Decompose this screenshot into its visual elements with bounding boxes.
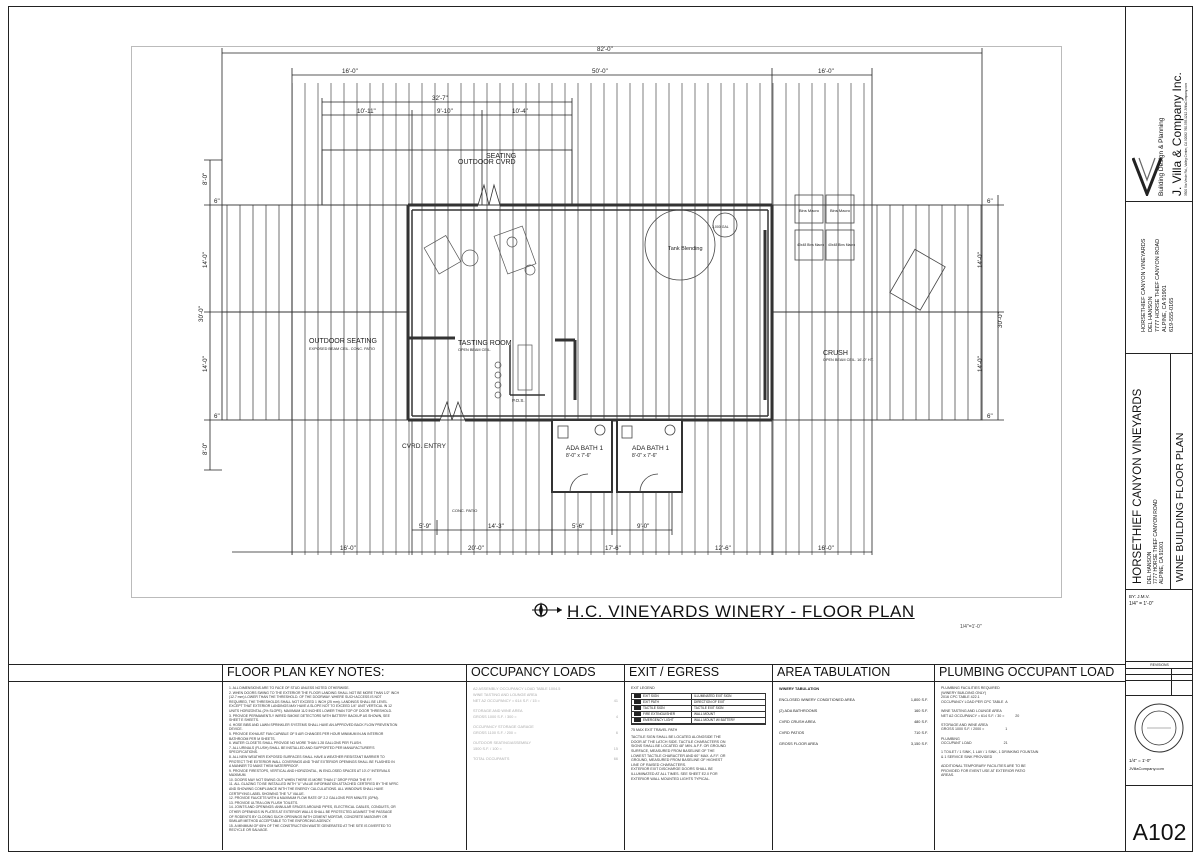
key-note-line: SIMILAR METHOD ACCEPTABLE TO THE ENFORCING AGENCY. (229, 819, 332, 824)
label-crush-sub: OPEN BEAM CEIL. 16'-0" HT. (823, 358, 874, 362)
occupancy-label: OCCUPANCY STORAGE GARAGE (473, 725, 534, 729)
scale-block (1126, 590, 1193, 662)
dim-left-4: 14'-0" (202, 356, 209, 372)
dim-right-5: 6" (987, 413, 993, 420)
project-line-2: DEL HANSON (1148, 296, 1154, 332)
dim-sub-a: 10'-11" (357, 108, 376, 115)
plumbing-line: PROVIDED FOR EVENT USE AT EXTERIOR PATIO (941, 768, 1026, 773)
dim-left-3: 30'-0" (198, 306, 205, 322)
key-note-line: 3. PROVIDE PERMANENTLY WIRED SMOKE DETECTORS WITH BATTERY BACKUP AS SHOWN, SEE (229, 713, 390, 718)
key-note-line: PROTECT THE EXTERIOR WALL COVERINGS AND THAT EXTERIOR OPENINGS SHALL BE FLASHED IN (229, 759, 395, 764)
egress-notes (631, 735, 766, 781)
area-value: 1,800 S.F. (910, 698, 928, 702)
area-header: AREA TABULATION (773, 664, 934, 682)
area-row (779, 730, 928, 736)
plumbing-line: OCCUPANCY LOAD PER CPC TABLE A (941, 699, 1008, 704)
dim-bot-c: 5'-6" (572, 523, 585, 530)
label-tasting-room-sub: OPEN BEAM CEIL. (458, 348, 492, 352)
egress-panel (624, 664, 772, 850)
egress-note-line: ILLUMINATED AT ALL TIMES. SEE SHEET E2.0 FOR (631, 771, 718, 776)
plumbing-line: 1 TOILET / 1 SINK, 1 LAV / 1 SINK, 1 DRINKING FOUNTAIN (941, 750, 1039, 755)
egress-note-line: LINE OF RAISED CHARACTERS. (631, 762, 687, 767)
occupancy-value: 4 (615, 715, 618, 719)
dim-right-1: 6" (987, 198, 993, 205)
key-note-line: 13. PROVIDE ULTRA LOW FLUSH TOILETS. (229, 800, 299, 805)
key-note-line: AND SHOWING COMPLIANCE WITH THE ENERGY CALCULATIONS. ALL WINDOWS SHALL HAVE (229, 787, 384, 792)
dim-top-left: 16'-0" (342, 68, 358, 75)
key-note-line: (12.7 mm) LOWER THAN THE THRESHOLD. OF THE DOORWAY. WHERE SUCH ACCESS IS NOT (229, 695, 382, 700)
key-note-line: RECYCLE OR SALVAGE. (229, 828, 269, 833)
plumbing-list (941, 686, 1119, 846)
dim-bot-a: 5'-9" (419, 523, 432, 530)
footer-site: JVillaCompany.com (1129, 766, 1164, 771)
legend-description: DIRECTION OF EXIT (691, 700, 765, 705)
label-outdoor-seating: OUTDOOR SEATING (309, 338, 377, 345)
dim-bot-d: 9'-0" (637, 523, 650, 530)
area-value: 3,150 S.F. (910, 742, 928, 746)
legend-symbol-icon (634, 718, 641, 722)
plumbing-line: OCCUPANT LOAD 21 (941, 741, 1008, 746)
key-notes-header: FLOOR PLAN KEY NOTES: (223, 664, 466, 682)
scale-label: BY: J.M.V. (1129, 594, 1150, 599)
label-bin-3: 40x48 Bins Macro (797, 243, 825, 247)
occupancy-value: 15 (613, 747, 618, 751)
key-note-line: REQUIRED, THE THRESHOLDS SHALL NOT EXCEED 1 INCH (25 mm). LANDINGS SHALL BE LEVEL (229, 699, 388, 704)
label-conc-patio: CONC. PATIO (452, 508, 478, 513)
key-notes-list (229, 686, 460, 846)
key-note-line: 12. PROVIDE FAUCETS WITH A MAXIMUM FLOW RATE OF 2.2 GALLONS PER MINUTE (GPM). (229, 796, 379, 801)
dim-bot-1: 16'-0" (340, 545, 356, 552)
scale-value: 1/4" = 1'-0" (1129, 601, 1154, 607)
project-street: 7777 HORSE THIEF CANYON ROAD (1153, 499, 1159, 584)
project-line-5: 619-555-0165 (1169, 297, 1175, 332)
legend-symbol-label: TACTILE SIGN (643, 705, 665, 710)
area-table (779, 697, 928, 747)
key-note-line: 5. PROVIDE EXHAUST FAN CAPABLE OF 5 AIR CHANGES PER HOUR MINIMUM IN AN INTERIOR (229, 731, 384, 736)
label-bin-1: Bins Macro (799, 208, 820, 213)
label-tank-small: 3,000 GAL (712, 225, 729, 229)
legend-symbol-label: FIRE EXTINGUISHER (643, 711, 676, 716)
dim-bot-b: 14'-3" (488, 523, 504, 530)
egress-note-line: DOOR AT THE LATCH SIDE. TACTILE CHARACTERS ON (631, 739, 726, 744)
company-address: 3500 Via Verde Rd., Valley Center, CA 92082 760.555.1212 JVillaCompany.com (1184, 83, 1188, 196)
key-note-line: SHEET E SHEETS. (229, 718, 259, 723)
stamp-block (1126, 696, 1193, 786)
company-name: J. Villa & Company Inc. (1170, 72, 1184, 196)
occupancy-label: GROSS 1100 S.F. / 200 = (473, 731, 517, 735)
key-note-line: OTHER OPENINGS IN PLATES AT EXTERIOR WALLS SHALL BE PROTECTED AGAINST THE PASSAGE (229, 810, 393, 815)
legend-symbol-icon (634, 712, 641, 716)
egress-note-line: SIGNS SHALL BE LOCATED 48" MIN. A.F.F. OR GROUND (631, 744, 726, 749)
plan-title: H.C. VINEYARDS WINERY - FLOOR PLAN (567, 602, 915, 621)
dim-overall: 82'-0" (597, 46, 613, 53)
plumbing-line: PLUMBING (941, 736, 960, 741)
sheet-title: WINE BUILDING FLOOR PLAN (1174, 432, 1186, 582)
project-owner: DEL HANSON (1147, 551, 1153, 584)
key-note-line: 14. JOINTS AND OPENINGS: ANNULAR SPACES AROUND PIPES, ELECTRICAL CABLES, CONDUITS, OR (229, 805, 396, 810)
plumbing-line: WINE TASTING AND LOUNGE AREA (941, 708, 1002, 713)
plumbing-line: AREAS. (941, 773, 955, 778)
key-note-line: 8. ALL NEW WEATHER EXPOSED SURFACES SHALL HAVE A WEATHER RESISTANT BARRIER TO (229, 754, 385, 759)
key-note-line: BATHROOM PER M SHEETS. (229, 736, 276, 741)
label-ada-bath-1: ADA BATH 1 (566, 445, 604, 452)
egress-note-line: EXTERIOR EXIT DISCHARGE DOORS SHALL BE (631, 767, 713, 772)
key-note-line: MAXIMUM. (229, 773, 247, 778)
key-note-line: 4. HOSE BIBS AND LAWN SPRINKLER SYSTEMS SHALL HAVE AN APPROVED BACK FLOW PREVENTION (229, 722, 398, 727)
key-note-line: CERTIFYING LABEL SHOWING THE "U" VALUE. (229, 791, 305, 796)
plumbing-line: & 1 SERVICE SINK PROVIDED (941, 754, 993, 759)
egress-legend-row (632, 718, 765, 724)
label-seating: SEATING (486, 153, 517, 160)
occupancy-row (473, 698, 618, 704)
company-block (1126, 6, 1193, 202)
legend-symbol-icon (634, 706, 641, 710)
plumbing-line: ADDITIONAL TEMPORARY FACILITIES ARE TO BE (941, 764, 1026, 769)
dim-right-2: 14'-0" (977, 252, 984, 268)
dim-bot-5: 16'-0" (818, 545, 834, 552)
area-panel (772, 664, 934, 850)
legend-symbol-icon (634, 694, 641, 698)
occupancy-label: NET A2 OCCUPANCY = 614 S.F. / 15 = (473, 699, 540, 703)
legend-symbol-icon (634, 700, 641, 704)
label-cvrd-entry: CVRD. ENTRY (402, 443, 446, 450)
dim-left-7: 6" (214, 413, 220, 420)
plumbing-panel (934, 664, 1125, 850)
egress-note-line: GROUND, MEASURED FROM BASELINE OF HIGHEST (631, 758, 723, 763)
dim-bot-4: 12'-6" (715, 545, 731, 552)
area-label: CVRD CRUSH AREA (779, 720, 816, 724)
key-note-line: 9. PROVIDE FIRESTOPS, VERTICAL AND HORIZONTAL, IN ENCLOSED SPACES AT 10'-0" INTERVALS (229, 768, 390, 773)
occupancy-label: TOTAL OCCUPANTS (473, 757, 510, 761)
sheet-title-block (1126, 354, 1193, 590)
footer-scale: 1/4" = 1'-0" (1129, 758, 1151, 763)
dim-left-2: 14'-0" (202, 252, 209, 268)
area-row (779, 719, 928, 725)
occupancy-label: 1500 S.F. / 100 = (473, 747, 502, 751)
dim-sub-b: 9'-10" (437, 108, 453, 115)
label-tasting-room: TASTING ROOM (458, 340, 512, 347)
label-tank: Tank Blending (668, 246, 703, 252)
key-note-line: 15. A MINIMUM OF 65% OF THE CONSTRUCTION WASTE GENERATED AT THE SITE IS DIVERTED TO (229, 823, 391, 828)
egress-legend (631, 693, 766, 725)
occupancy-label: OUTDOOR SEATING/ASSEMBLY (473, 741, 532, 745)
legend-description: TACTILE EXIT SIGN (691, 706, 765, 711)
occupancy-label: STORAGE AND WINE AREA (473, 709, 523, 713)
dim-right-4: 14'-0" (977, 356, 984, 372)
occupancy-value: 6 (615, 731, 618, 735)
label-outdoor-cvrd: OUTDOOR CVRD (458, 159, 516, 166)
egress-note-line: SURFACE, MEASURED FROM BASELINE OF THE (631, 748, 715, 753)
egress-body (631, 686, 766, 846)
egress-max-travel: 75 MAX EXIT TRAVEL PATH (631, 727, 678, 732)
dim-left-1: 8'-0" (202, 172, 209, 185)
key-note-line: 10. DOORS MAY NOT SWING OUT WHEN THERE IS MORE THAN 1" DROP FROM THE F.F. (229, 777, 373, 782)
area-label: CVRD PATIOS (779, 731, 805, 735)
key-note-line: UNITS HORIZONTAL (2% SLOPE). MAXIMUM 11/2 INCHES LOWER THAN TOP OF DOOR THRESHOLD. (229, 708, 392, 713)
egress-note-line: TACTILE SIGN SHALL BE LOCATED ALONGSIDE THE (631, 735, 721, 740)
plumbing-line: PLUMBING FACILITIES REQUIRED (941, 686, 1000, 690)
legend-symbol-label: EXIT SIGN (643, 693, 659, 698)
area-row (779, 741, 928, 747)
area-value: 710 S.F. (914, 731, 928, 735)
legend-description: WALL MOUNT (691, 712, 765, 717)
area-value: 480 S.F. (914, 720, 928, 724)
area-row (779, 708, 928, 714)
north-arrow-icon (530, 600, 564, 620)
plumbing-line: NET A2 OCCUPANCY = 614 S.F. / 30 = 20 (941, 713, 1020, 718)
legend-description: WALL MOUNT W/ BATTERY (691, 718, 765, 723)
revisions-header: REVISIONS (1126, 662, 1193, 669)
designer-seal-icon (1133, 702, 1185, 754)
occupancy-value: 41 (613, 699, 618, 703)
egress-note-line: LOWEST TACTILE CHARACTER AND 60" MAX. A.F.F. OR (631, 753, 726, 758)
occupancy-row (473, 756, 618, 762)
occupancy-row (473, 746, 618, 752)
occupancy-label: WINE TASTING AND LOUNGE AREA (473, 693, 538, 697)
key-note-line: 2. WHEN DOORS SWING TO THE EXTERIOR THE FLOOR LANDING SHALL NOT BE MORE THAN 1/2" INCH (229, 690, 400, 695)
occupancy-header: OCCUPANCY LOADS (467, 664, 624, 682)
area-body (779, 686, 928, 846)
plumbing-line: 2016 CPC TABLE 422.1 (941, 695, 980, 700)
key-notes-panel (222, 664, 466, 850)
plumbing-line: (WINERY BUILDING ONLY) (941, 690, 987, 695)
project-line-1: HORSETHIEF CANYON VINEYARDS (1141, 238, 1147, 332)
label-ada-bath-1-size: 8'-0" x 7'-6" (566, 453, 592, 459)
project-line-4: ALPINE, CA 91901 (1162, 285, 1168, 332)
key-note-line: DEVICE. (229, 727, 243, 732)
egress-legend-title: EXIT LEGEND (631, 686, 655, 690)
legend-symbol-label: EXIT PATH (643, 699, 659, 704)
dim-left-6: 6" (214, 198, 220, 205)
key-note-line: 7. ALL URINALS (FLUSH) SHALL BE INSTALLED AND SUPPORTED PER MANUFACTURER'S (229, 745, 375, 750)
key-note-line: 1. ALL DIMENSIONS ARE TO FACE OF STUD UNLESS NOTED OTHERWISE. (229, 686, 350, 690)
revisions-block (1126, 662, 1193, 696)
area-sub: WINERY TABULATION (779, 687, 820, 691)
area-label: ENCLOSED WINERY CONDITIONED AREA (779, 698, 855, 702)
dim-upper: 32'-7" (432, 95, 448, 102)
label-outdoor-seating-sub: EXPOSED BEAM CEIL. CONC. PATIO (309, 347, 375, 351)
label-bin-4: 40x48 Bins Macro (828, 243, 856, 247)
plumbing-header: PLUMBING OCCUPANT LOAD (935, 664, 1125, 682)
legend-description: ILLUMINATED EXIT SIGN (691, 694, 765, 699)
project-line-3: 7777 HORSE THIEF CANYON ROAD (1155, 238, 1161, 332)
dim-top-right: 16'-0" (818, 68, 834, 75)
key-note-line: OF RODENTS BY CLOSING SUCH OPENINGS WITH CEMENT MORTAR, CONCRETE MASONRY OR (229, 814, 388, 819)
egress-note-line: EXTERIOR WALL MOUNTED LIGHTS TYPICAL. (631, 776, 710, 781)
area-value: 160 S.F. (914, 709, 928, 713)
area-label: GROSS FLOOR AREA (779, 742, 819, 746)
occupancy-row (473, 714, 618, 720)
title-block (1125, 6, 1193, 852)
occupancy-table (473, 686, 618, 846)
dim-top-mid: 50'-0" (592, 68, 608, 75)
rafters-upper (292, 83, 872, 205)
key-note-line: 11. ALL GLAZING TO BE INSTALLED WITH "U" VALUE INFORMATION ATTACHED CERTIFIED BY THE NFRC (229, 782, 399, 787)
dim-right-3: 30'-0" (997, 312, 1004, 328)
dim-bot-2: 20'-0" (468, 545, 484, 552)
key-note-line: EXCEPT THAT EXTERIOR LANDINGS MAY HAVE A SLOPE NOT TO EXCEED 1/4" UNIT VERTICAL IN 12 (229, 704, 392, 709)
dim-left-5: 8'-0" (202, 442, 209, 455)
area-row (779, 697, 928, 703)
occupancy-label: A2 ASSEMBLY OCCUPANCY LOAD TABLE 1004.5 (473, 687, 561, 691)
project-name: HORSETHIEF CANYON VINEYARDS (1132, 388, 1144, 584)
dim-sub-c: 10'-4" (512, 108, 528, 115)
dim-bot-3: 17'-6" (605, 545, 621, 552)
label-bin-2: Bins Macro (830, 208, 851, 213)
label-crush: CRUSH (823, 350, 848, 357)
occupancy-row (473, 730, 618, 736)
plumbing-line: GROSS 1000 S.F. / 2000 = 1 (941, 727, 1008, 732)
company-sub: Building Design & Planning (1158, 117, 1165, 196)
occupancy-label: GROSS 1000 S.F. / 300 = (473, 715, 517, 719)
label-pos: P.O.S. (512, 398, 525, 403)
key-note-line: A MANNER TO MAKE THEM WATERPROOF. (229, 764, 299, 769)
key-note-line: 6. WATER CLOSETS SHALL PROVIDE NO MORE THAN 1.28 GALLONS PER FLUSH. (229, 741, 362, 746)
key-note-line: SPECIFICATIONS. (229, 750, 258, 755)
occupancy-panel (466, 664, 624, 850)
project-block (1126, 202, 1193, 354)
sheet-number: A102 (1132, 819, 1187, 845)
roof-rafters (222, 205, 982, 420)
legend-symbol-label: EMERGENCY LIGHT (643, 717, 674, 722)
label-ada-bath-2-size: 8'-0" x 7'-6" (632, 453, 658, 459)
plan-scale: 1/4"=1'-0" (960, 624, 982, 630)
plumbing-line: STORAGE AND WINE AREA (941, 722, 988, 727)
egress-header: EXIT / EGRESS (625, 664, 772, 682)
label-ada-bath-2: ADA BATH 1 (632, 445, 670, 452)
area-label: (2) ADA BATHROOMS (779, 709, 818, 713)
project-city: ALPINE, CA 91901 (1159, 541, 1165, 584)
occupancy-value: 66 (613, 757, 618, 761)
